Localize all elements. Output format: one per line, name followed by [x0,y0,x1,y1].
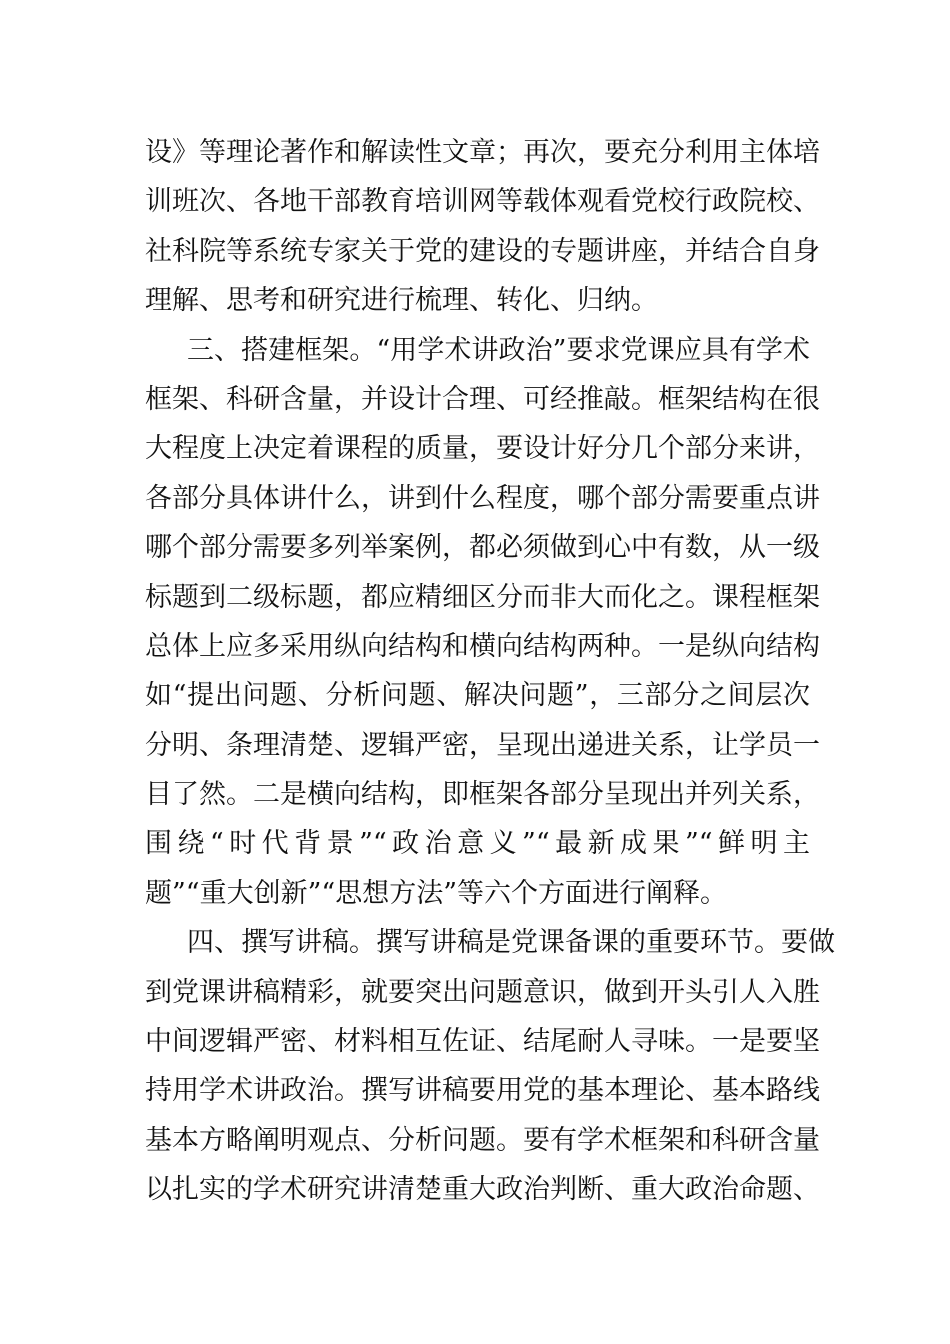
text-line: 分明、条理清楚、逻辑严密，呈现出递进关系，让学员一 [145,729,820,761]
text-line: 如“提出问题、分析问题、解决问题”，三部分之间层次 [145,680,810,712]
text-line: 围绕“时代背景”“政治意义”“最新成果”“鲜明主 [145,828,810,860]
body-text [145,128,835,1215]
text-line: 理解、思考和研究进行梳理、转化、归纳。 [145,285,658,317]
text-line: 题”“重大创新”“思想方法”等六个方面进行阐释。 [145,877,728,909]
text-line: 大程度上决定着课程的质量，要设计好分几个部分来讲， [145,433,820,465]
text-line: 持用学术讲政治。撰写讲稿要用党的基本理论、基本路线 [145,1075,820,1107]
section-heading-line: 四、撰写讲稿。撰写讲稿是党课备课的重要环节。要做 [187,927,835,959]
text-line: 社科院等系统专家关于党的建设的专题讲座，并结合自身 [145,235,820,267]
text-line: 中间逻辑严密、材料相互佐证、结尾耐人寻味。一是要坚 [145,1026,820,1058]
text-line: 到党课讲稿精彩，就要突出问题意识，做到开头引人入胜 [145,976,820,1008]
text-line: 目了然。二是横向结构，即框架各部分呈现出并列关系， [145,779,820,811]
text-line: 各部分具体讲什么，讲到什么程度，哪个部分需要重点讲 [145,482,820,514]
text-line: 总体上应多采用纵向结构和横向结构两种。一是纵向结构 [145,630,820,662]
text-line: 框架、科研含量，并设计合理、可经推敲。框架结构在很 [145,383,820,415]
text-line: 基本方略阐明观点、分析问题。要有学术框架和科研含量 [145,1124,820,1156]
text-line: 标题到二级标题，都应精细区分而非大而化之。课程框架 [145,581,820,613]
text-line: 训班次、各地干部教育培训网等载体观看党校行政院校、 [145,186,820,218]
text-line: 以扎实的学术研究讲清楚重大政治判断、重大政治命题、 [145,1174,820,1206]
text-line: 设》等理论著作和解读性文章；再次，要充分利用主体培 [145,137,820,168]
text-line: 哪个部分需要多列举案例，都必须做到心中有数，从一级 [145,532,820,564]
section-heading-line: 三、搭建框架。“用学术讲政治”要求党课应具有学术 [187,334,810,366]
